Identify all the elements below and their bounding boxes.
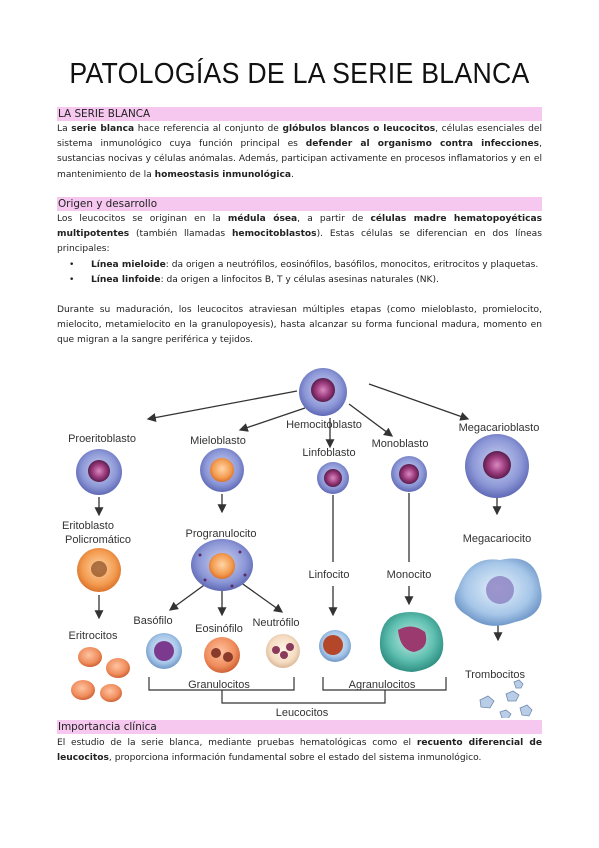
label-proeritoblasto: Proeritoblasto <box>68 433 136 445</box>
label-eritrocitos: Eritrocitos <box>68 630 118 642</box>
label-granulocitos: Granulocitos <box>188 679 250 691</box>
progranulocito-cell <box>191 539 253 591</box>
hemocitoblasto-cell <box>299 368 347 416</box>
proeritoblasto-cell <box>76 449 122 495</box>
linfoblasto-cell <box>317 462 349 494</box>
intro-paragraph: La serie blanca hace referencia al conjunto de glóbulos blancos o leucocitos, células esenciales del sistema inmunológico cuya función principal es defender al organismo contra infecciones, sustancias nocivas y células anómalas. Además, participan activamente en procesos inflamatorios y en el mantenimiento de la homeostasis inmunológica. <box>57 124 543 180</box>
section-heading-origen: Origen y desarrollo <box>57 197 542 211</box>
neutrofilo-cell <box>266 634 300 668</box>
label-progranulocito: Progranulocito <box>185 528 257 540</box>
label-basofilo: Basófilo <box>133 615 173 627</box>
trombocitos-cells <box>480 680 532 718</box>
eritrocitos-cells <box>71 647 130 702</box>
list-item: • Línea mieloide: da origen a neutrófilos, eosinófilos, basófilos, monocitos, eritrocitos y plaquetas. <box>69 260 539 270</box>
section-heading-importancia: Importancia clínica <box>57 720 542 734</box>
origin-paragraph: Los leucocitos se originan en la médula ósea, a partir de células madre hematopoyéticas multipotentes (también llamadas hemocitoblastos). Estas células se diferencian en dos líneas principales: <box>57 214 543 255</box>
label-neutrofilo: Neutrófilo <box>252 617 300 629</box>
label-monocito: Monocito <box>386 569 432 581</box>
list-item: • Línea linfoide: da origen a linfocitos B, T y células asesinas naturales (NK). <box>69 275 439 286</box>
label-eosinofilo: Eosinófilo <box>195 623 243 635</box>
label-hemocitoblasto: Hemocitoblasto <box>286 419 362 431</box>
label-eritoblasto: Eritoblasto <box>62 520 114 532</box>
lineages-list <box>57 258 542 288</box>
megacariocito-cell <box>455 558 542 625</box>
mieloblasto-cell <box>200 448 244 492</box>
label-leucocitos: Leucocitos <box>275 707 329 718</box>
label-monoblasto: Monoblasto <box>371 438 429 450</box>
monoblasto-cell <box>391 456 427 492</box>
section-heading-serie-blanca: LA SERIE BLANCA <box>57 107 542 121</box>
eosinofilo-cell <box>204 637 240 673</box>
label-linfoblasto: Linfoblasto <box>302 447 356 459</box>
label-mieloblasto: Mieloblasto <box>190 435 246 447</box>
label-trombocitos: Trombocitos <box>464 669 526 681</box>
basofilo-cell <box>146 633 182 669</box>
eritoblasto-cell <box>77 548 121 592</box>
page-title: PATOLOGÍAS DE LA SERIE BLANCA <box>69 58 530 90</box>
label-agranulocitos: Agranulocitos <box>348 679 416 691</box>
label-policromatico: Policromático <box>64 534 132 546</box>
clinical-paragraph: El estudio de la serie blanca, mediante pruebas hematológicas como el recuento diferencial de leucocitos, proporciona información fundamental sobre el estado del sistema inmunológico. <box>57 738 542 764</box>
maturation-paragraph: Durante su maduración, los leucocitos atraviesan múltiples etapas (como mieloblasto, promielocito, mielocito, metamielocito en la granulopoyesis), hasta alcanzar su forma funcional madura, momento en que migran a la sangre periférica y tejidos. <box>57 305 542 346</box>
hematopoiesis-diagram <box>45 360 555 718</box>
linfocito-cell <box>319 630 351 662</box>
label-linfocito: Linfocito <box>308 569 350 581</box>
label-megacariocito: Megacariocito <box>462 533 532 545</box>
monocito-cell <box>380 612 443 672</box>
megacarioblasto-cell <box>465 434 529 498</box>
label-megacarioblasto: Megacarioblasto <box>458 422 540 434</box>
